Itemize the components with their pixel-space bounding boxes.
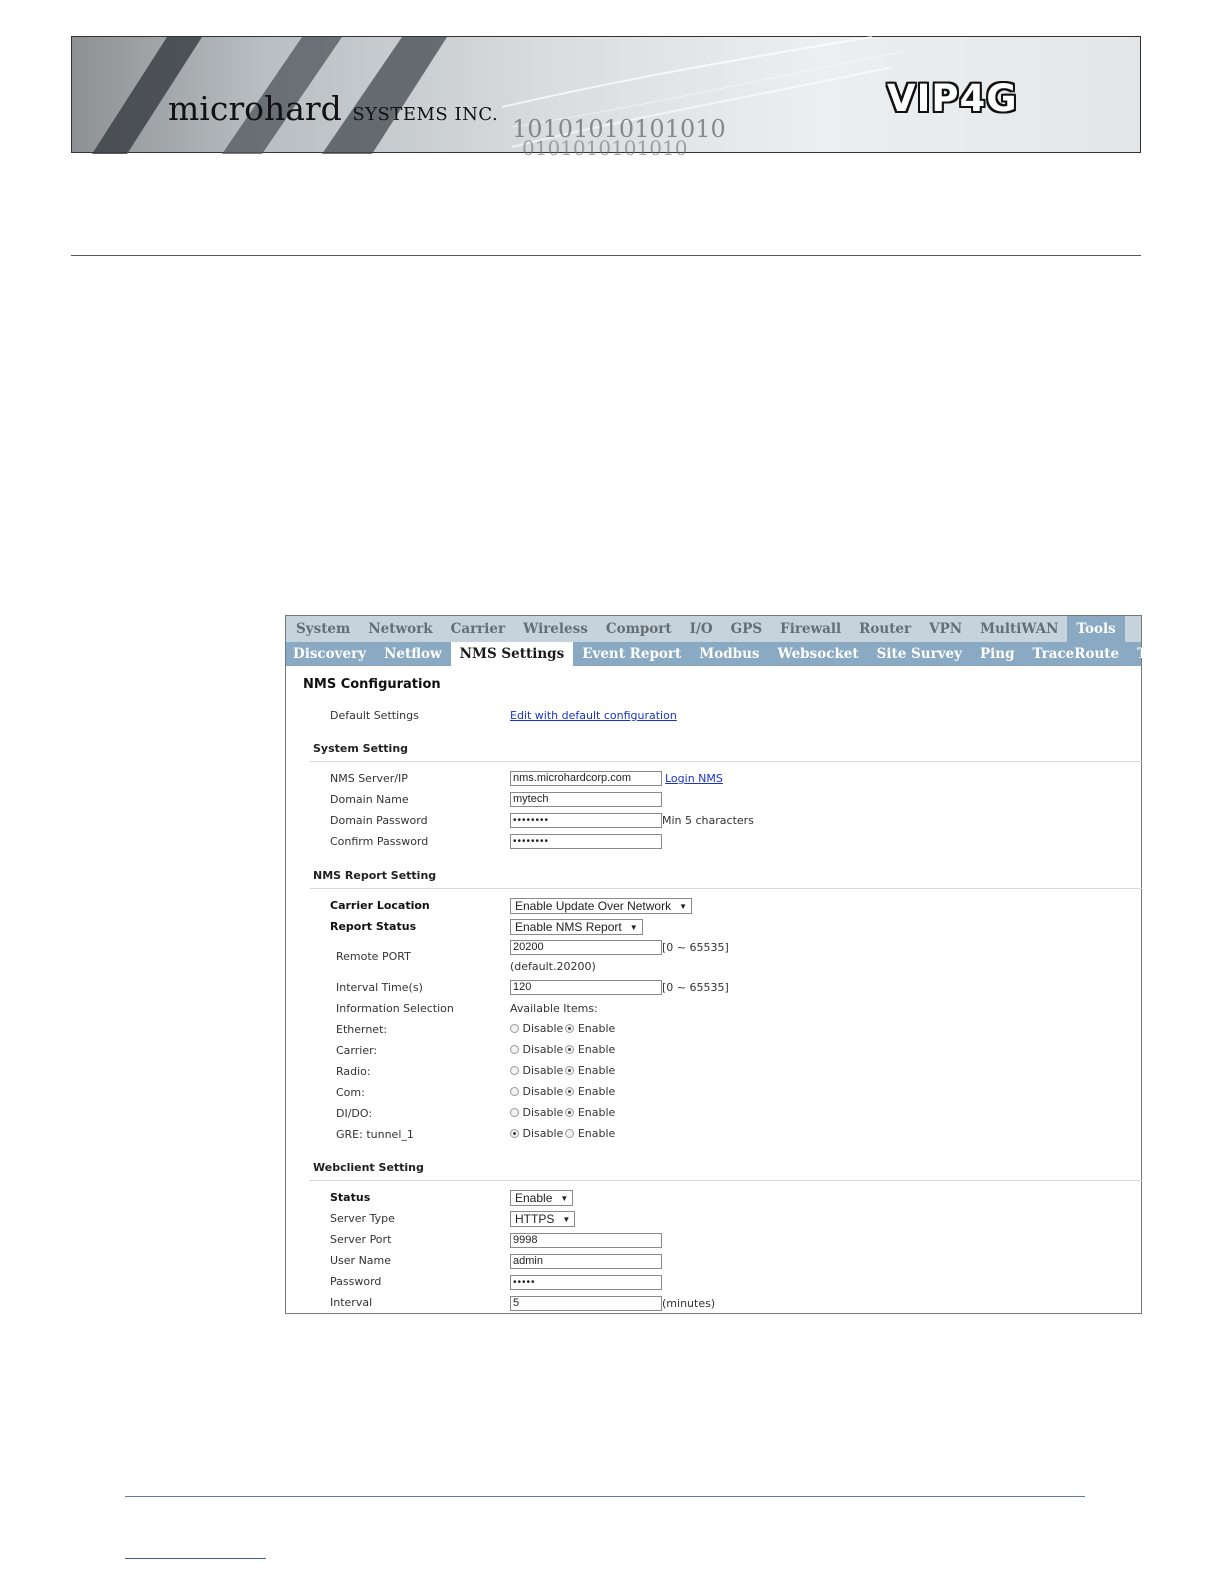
disable-option-label: Disable: [522, 1043, 564, 1056]
server-port-input[interactable]: 9998: [510, 1233, 662, 1248]
enable-option-label: Enable: [577, 1127, 616, 1140]
section-divider: [310, 888, 1142, 889]
main-tab-bar: [286, 616, 1141, 642]
webclient-interval-input[interactable]: 5: [510, 1296, 662, 1311]
enable-radio[interactable]: [565, 1024, 574, 1033]
nms-server-input[interactable]: nms.microhardcorp.com: [510, 771, 662, 786]
remote-port-default: (default.20200): [510, 960, 596, 973]
subtab-ping[interactable]: Ping: [979, 646, 1015, 662]
server-type-value: HTTPS: [515, 1212, 555, 1226]
disable-radio[interactable]: [510, 1129, 519, 1138]
info-item-radio-group: [510, 1064, 617, 1077]
brand-name: microhard: [168, 89, 342, 128]
header-banner: [71, 36, 1141, 160]
server-type-select[interactable]: [510, 1211, 575, 1227]
tab-system[interactable]: System: [296, 621, 351, 637]
subtab-modbus[interactable]: Modbus: [699, 646, 760, 662]
tab-router[interactable]: Router: [859, 621, 912, 637]
tab-vpn[interactable]: VPN: [929, 621, 963, 637]
enable-radio[interactable]: [565, 1045, 574, 1054]
carrier-location-select[interactable]: [510, 898, 692, 914]
password-input[interactable]: •••••: [510, 1275, 662, 1290]
nms-report-setting-title: NMS Report Setting: [313, 869, 437, 882]
company-logo: [168, 89, 498, 128]
confirm-password-input[interactable]: ••••••••: [510, 834, 662, 849]
login-nms-link[interactable]: Login NMS: [665, 772, 723, 785]
user-name-input[interactable]: admin: [510, 1254, 662, 1269]
webclient-interval-unit: (minutes): [662, 1297, 716, 1310]
webclient-status-label: Status: [330, 1191, 371, 1204]
edit-default-configuration-link[interactable]: Edit with default configuration: [510, 709, 677, 722]
enable-option-label: Enable: [577, 1064, 616, 1077]
subtab-site-survey[interactable]: Site Survey: [876, 646, 962, 662]
footer-divider: [125, 1496, 1085, 1497]
server-port-label: Server Port: [330, 1233, 392, 1246]
disable-radio[interactable]: [510, 1066, 519, 1075]
domain-password-hint: Min 5 characters: [662, 814, 754, 827]
chevron-down-icon: ▼: [679, 902, 687, 911]
enable-option-label: Enable: [577, 1106, 616, 1119]
password-label: Password: [330, 1275, 382, 1288]
disable-option-label: Disable: [522, 1106, 564, 1119]
remote-port-range: [0 ~ 65535]: [662, 941, 729, 954]
product-model: VIP4G: [887, 77, 1018, 120]
info-item-radio-group: [510, 1022, 617, 1035]
webclient-setting-title: Webclient Setting: [313, 1161, 424, 1174]
subtab-websocket[interactable]: Websocket: [777, 646, 859, 662]
enable-option-label: Enable: [577, 1043, 616, 1056]
nms-configuration-title: NMS Configuration: [303, 677, 441, 692]
remote-port-label: Remote PORT: [336, 950, 411, 963]
tab-comport[interactable]: Comport: [605, 621, 672, 637]
tab-carrier[interactable]: Carrier: [450, 621, 506, 637]
info-item-label: DI/DO:: [336, 1107, 373, 1120]
tab-i-o[interactable]: I/O: [689, 621, 713, 637]
disable-option-label: Disable: [522, 1022, 564, 1035]
webclient-interval-label: Interval: [330, 1296, 373, 1309]
disable-option-label: Disable: [522, 1064, 564, 1077]
remote-port-input[interactable]: 20200: [510, 940, 662, 955]
webclient-status-select[interactable]: [510, 1190, 573, 1206]
enable-radio[interactable]: [565, 1129, 574, 1138]
info-item-label: Com:: [336, 1086, 365, 1099]
brand-suffix: SYSTEMS INC.: [352, 104, 499, 125]
enable-radio[interactable]: [565, 1108, 574, 1117]
domain-password-label: Domain Password: [330, 814, 428, 827]
disable-radio[interactable]: [510, 1108, 519, 1117]
info-item-label: GRE: tunnel_1: [336, 1128, 414, 1141]
footnote-divider: [125, 1558, 266, 1559]
chevron-down-icon: ▼: [629, 923, 638, 932]
interval-time-label: Interval Time(s): [336, 981, 423, 994]
info-item-radio-group: [510, 1106, 617, 1119]
default-settings-label: Default Settings: [330, 709, 419, 722]
disable-option-label: Disable: [522, 1085, 564, 1098]
domain-name-label: Domain Name: [330, 793, 409, 806]
tab-network[interactable]: Network: [368, 621, 433, 637]
info-item-radio-group: [510, 1043, 617, 1056]
subtab-netflow[interactable]: Netflow: [384, 646, 442, 662]
report-status-value: Enable NMS Report: [515, 920, 622, 934]
info-item-label: Ethernet:: [336, 1023, 388, 1036]
subtab-discovery[interactable]: Discovery: [293, 646, 367, 662]
tab-tools[interactable]: Tools: [1067, 616, 1124, 642]
tab-gps[interactable]: GPS: [730, 621, 763, 637]
user-name-label: User Name: [330, 1254, 392, 1267]
report-status-select[interactable]: [510, 919, 643, 935]
tab-multiwan[interactable]: MultiWAN: [980, 621, 1059, 637]
header-divider: [71, 255, 1141, 256]
nms-server-label: NMS Server/IP: [330, 772, 408, 785]
disable-radio[interactable]: [510, 1087, 519, 1096]
chevron-down-icon: ▼: [562, 1215, 571, 1224]
subtab-nms-settings[interactable]: NMS Settings: [451, 642, 574, 666]
domain-name-input[interactable]: mytech: [510, 792, 662, 807]
section-divider: [310, 761, 1142, 762]
svg-text:10101010101010: 10101010101010: [512, 115, 726, 143]
disable-radio[interactable]: [510, 1024, 519, 1033]
nms-settings-screenshot: [285, 615, 1187, 1314]
disable-option-label: Disable: [522, 1127, 564, 1140]
enable-radio[interactable]: [565, 1066, 574, 1075]
info-item-label: Radio:: [336, 1065, 371, 1078]
chevron-down-icon: ▼: [560, 1194, 569, 1203]
report-status-label: Report Status: [330, 920, 417, 933]
svg-text:0101010101010: 0101010101010: [522, 136, 688, 160]
information-selection-label: Information Selection: [336, 1002, 454, 1015]
disable-radio[interactable]: [510, 1045, 519, 1054]
tab-firewall[interactable]: Firewall: [780, 621, 842, 637]
info-item-radio-group: [510, 1127, 617, 1140]
carrier-location-label: Carrier Location: [330, 899, 430, 912]
subtab-event-report[interactable]: Event Report: [582, 646, 682, 662]
system-setting-title: System Setting: [313, 742, 409, 755]
server-type-label: Server Type: [330, 1212, 395, 1225]
tab-wireless[interactable]: Wireless: [523, 621, 588, 637]
enable-option-label: Enable: [577, 1022, 616, 1035]
interval-time-range: [0 ~ 65535]: [662, 981, 729, 994]
webclient-status-value: Enable: [515, 1191, 553, 1205]
section-divider: [310, 1180, 1142, 1181]
domain-password-input[interactable]: ••••••••: [510, 813, 662, 828]
enable-radio[interactable]: [565, 1087, 574, 1096]
sub-tab-bar: [286, 642, 1187, 666]
info-item-radio-group: [510, 1085, 617, 1098]
interval-time-input[interactable]: 120: [510, 980, 662, 995]
carrier-location-value: Enable Update Over Network: [515, 899, 672, 913]
info-item-label: Carrier:: [336, 1044, 378, 1057]
enable-option-label: Enable: [577, 1085, 616, 1098]
subtab-traffic[interactable]: Traffic: [1137, 646, 1187, 662]
subtab-traceroute[interactable]: TraceRoute: [1032, 646, 1120, 662]
confirm-password-label: Confirm Password: [330, 835, 429, 848]
available-items-label: Available Items:: [510, 1002, 598, 1015]
